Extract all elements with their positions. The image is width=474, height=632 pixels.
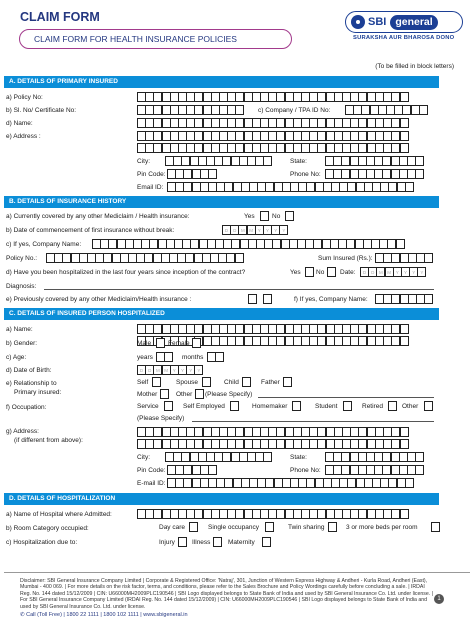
pin-label: Pin Code:	[137, 171, 166, 178]
date-char-box[interactable]: D	[145, 365, 154, 375]
single-occupancy-label: Single occupancy	[208, 524, 259, 531]
hosp-no-checkbox[interactable]	[327, 267, 336, 277]
father-checkbox[interactable]	[283, 377, 292, 387]
date-char-box[interactable]: Y	[178, 365, 187, 375]
char-box[interactable]	[400, 509, 409, 519]
email-boxes[interactable]	[167, 182, 413, 192]
retired-label: Retired	[362, 403, 383, 410]
contact-line	[20, 612, 440, 618]
sum-insured-label: Sum Insured (Rs.):	[318, 255, 373, 262]
char-box[interactable]	[405, 182, 414, 192]
char-box[interactable]	[263, 156, 272, 166]
sum-insured-boxes[interactable]	[375, 253, 432, 263]
occ-other-label: Other	[402, 403, 419, 410]
char-box[interactable]	[415, 169, 424, 179]
prev-covered-label: e) Previously covered by any other Mediclaim/Health insurance :	[6, 296, 192, 303]
char-box[interactable]	[164, 352, 173, 362]
section-d-header: D. DETAILS OF HOSPITALIZATION	[4, 493, 439, 505]
months-boxes[interactable]	[207, 352, 223, 362]
dob-boxes[interactable]	[137, 365, 203, 375]
c-state-label: State:	[290, 454, 307, 461]
name-boxes[interactable]	[137, 118, 408, 128]
date-char-box[interactable]: Y	[186, 365, 195, 375]
child-checkbox[interactable]	[242, 377, 251, 387]
self-employed-checkbox[interactable]	[230, 401, 239, 411]
hosp-yes-label: Yes	[290, 269, 301, 276]
day-care-checkbox[interactable]	[189, 522, 198, 532]
covered-label: a) Currently covered by any other Mediclaim / Health insurance:	[6, 213, 190, 220]
dob-label: d) Date of Birth:	[6, 367, 52, 374]
char-box[interactable]	[400, 439, 409, 449]
hosp-no-label: No	[316, 269, 325, 276]
child-label: Child	[224, 379, 239, 386]
char-box[interactable]	[400, 336, 409, 346]
maternity-checkbox[interactable]	[262, 537, 271, 547]
char-box[interactable]	[424, 294, 433, 304]
policy-no-label: a) Policy No:	[6, 94, 43, 101]
phone-icon: ✆	[20, 612, 27, 618]
years-label: years	[137, 354, 153, 361]
c-name-boxes-1[interactable]	[137, 324, 408, 334]
date-char-box[interactable]: M	[376, 267, 385, 277]
form-title: CLAIM FORM	[20, 10, 100, 24]
twin-sharing-label: Twin sharing	[288, 524, 325, 531]
service-label: Service	[137, 403, 159, 410]
char-box[interactable]	[208, 465, 217, 475]
retired-checkbox[interactable]	[388, 401, 397, 411]
address-label: e) Address :	[6, 133, 41, 140]
sl-no-label: b) Sl. No/ Certificate No:	[6, 107, 77, 114]
gender-label: b) Gender:	[6, 340, 38, 347]
occ-specify-line[interactable]	[192, 421, 434, 422]
twin-sharing-checkbox[interactable]	[328, 522, 337, 532]
address-boxes-1[interactable]	[137, 131, 408, 141]
maternity-label: Maternity	[228, 539, 255, 546]
student-label: Student	[315, 403, 338, 410]
section-c-header: C. DETAILS OF INSURED PERSON HOSPITALIZED	[4, 308, 439, 320]
male-label: Male	[137, 340, 152, 347]
covered-yes-label: Yes	[244, 213, 255, 220]
phone-label: Phone No:	[290, 171, 321, 178]
char-box[interactable]	[235, 105, 244, 115]
c-email-boxes[interactable]	[167, 478, 413, 488]
homemaker-checkbox[interactable]	[292, 401, 301, 411]
char-box[interactable]	[215, 352, 224, 362]
c-city-boxes[interactable]	[165, 452, 272, 462]
date-char-box[interactable]: M	[162, 365, 171, 375]
due-to-label: c) Hospitalization due to:	[6, 539, 78, 546]
date-char-box[interactable]: D	[222, 225, 231, 235]
three-beds-checkbox[interactable]	[431, 522, 440, 532]
state-boxes[interactable]	[325, 156, 423, 166]
pin-boxes[interactable]	[167, 169, 216, 179]
c-pin-boxes[interactable]	[167, 465, 216, 475]
homemaker-label: Homemaker	[252, 403, 288, 410]
service-checkbox[interactable]	[164, 401, 173, 411]
company-tpa-label: c) Company / TPA ID No:	[258, 107, 331, 114]
company-name-label: c) If yes, Company Name:	[6, 241, 82, 248]
covered-yes-checkbox[interactable]	[260, 211, 269, 221]
date-char-box[interactable]: Y	[401, 267, 410, 277]
self-employed-label: Self Employed	[183, 403, 225, 410]
date-char-box[interactable]: D	[230, 225, 239, 235]
date-commence-label: b) Date of commencement of first insurance without break:	[6, 227, 175, 234]
hosp-date-boxes[interactable]	[360, 267, 426, 277]
injury-checkbox[interactable]	[178, 537, 187, 547]
b-policy-no-label: Policy No.:	[6, 255, 38, 262]
char-box[interactable]	[415, 156, 424, 166]
occupation-label: f) Occupation:	[6, 404, 47, 411]
company-name-f-label: f) If yes, Company Name:	[294, 296, 368, 303]
c-email-label: E-mail ID:	[137, 480, 166, 487]
date-char-box[interactable]: D	[360, 267, 369, 277]
c-name-label: a) Name:	[6, 326, 33, 333]
date-char-box[interactable]: Y	[409, 267, 418, 277]
date-char-box[interactable]: Y	[279, 225, 288, 235]
block-letters-note: (To be filled in block letters)	[375, 63, 454, 70]
char-box[interactable]	[400, 131, 409, 141]
covered-no-label: No	[272, 213, 281, 220]
occ-other-checkbox[interactable]	[424, 401, 433, 411]
c-pin-label: Pin Code:	[137, 467, 166, 474]
disclaimer-text: Disclaimer: SBI General Insurance Company Limited | Corporate & Registered Office: 'Natraj', 301, Junction of Western Express Highway & Andheri - Kurla Road, Andheri (East), Mumbai - 400 069. | For more details on the risk factor, terms, and conditions, please refer to the Sales Brochure and Policy Wordings carefully before concluding a sale. | IRDAI Reg. No. 144 dated 15/12/2009 | CIN: U66000MH2009PLC190546 | SBI Logo displayed belongs to State Bank of India and used by SBI General Insurance Co. Ltd. under license. | For SBI General Insurance Company Limited (IRDAI Reg. No. 144 dated 15/12/2009) | CIN: U66000MH2009PLC190546 | SBI Logo displayed belongs to State Bank of India and used by SBI General Insurance Co. Ltd. under license.	[20, 578, 433, 610]
date-char-box[interactable]: M	[385, 267, 394, 277]
address-boxes-2[interactable]	[137, 143, 408, 153]
char-box[interactable]	[235, 253, 244, 263]
sl-no-boxes[interactable]	[137, 105, 244, 115]
city-label: City:	[137, 158, 150, 165]
student-checkbox[interactable]	[343, 401, 352, 411]
date-char-box[interactable]: M	[238, 225, 247, 235]
if-different-label: (if different from above):	[14, 437, 83, 444]
c-phone-label: Phone No:	[290, 467, 321, 474]
room-category-label: b) Room Category occupied:	[6, 525, 89, 532]
hospital-name-label: a) Name of Hospital where Admitted:	[6, 511, 112, 518]
father-label: Father	[261, 379, 280, 386]
female-label: Female	[168, 340, 190, 347]
c-state-boxes[interactable]	[325, 452, 423, 462]
months-label: months	[182, 354, 204, 361]
policy-no-boxes[interactable]	[137, 92, 408, 102]
rel-specify-label: (Please Specify)	[205, 391, 253, 398]
three-beds-label: 3 or more beds per room	[346, 524, 418, 531]
day-care-label: Day care	[159, 524, 186, 531]
phone-boxes[interactable]	[325, 169, 423, 179]
c-address-boxes-2[interactable]	[137, 439, 408, 449]
diagnosis-line[interactable]	[44, 289, 434, 290]
c-phone-boxes[interactable]	[325, 465, 423, 475]
date-char-box[interactable]: M	[153, 365, 162, 375]
sbi-general-logo: SBI general SURAKSHA AUR BHAROSA DONO	[345, 11, 463, 45]
char-box[interactable]	[400, 427, 409, 437]
prev-yes-checkbox[interactable]	[248, 294, 257, 304]
form-subtitle: CLAIM FORM FOR HEALTH INSURANCE POLICIES	[19, 29, 292, 49]
c-address-label: g) Address:	[6, 428, 39, 435]
spouse-checkbox[interactable]	[202, 377, 211, 387]
date-char-box[interactable]: Y	[417, 267, 426, 277]
diagnosis-label: Diagnosis:	[6, 283, 37, 290]
char-box[interactable]	[400, 118, 409, 128]
char-box[interactable]	[208, 169, 217, 179]
char-box[interactable]	[400, 92, 409, 102]
char-box[interactable]	[415, 452, 424, 462]
date-char-box[interactable]: Y	[170, 365, 179, 375]
date-char-box[interactable]: Y	[194, 365, 203, 375]
hosp-yes-checkbox[interactable]	[305, 267, 314, 277]
mother-label: Mother	[137, 391, 158, 398]
company-name-boxes[interactable]	[92, 239, 404, 249]
prev-no-checkbox[interactable]	[263, 294, 272, 304]
male-checkbox[interactable]	[156, 338, 165, 348]
occ-specify-label: (Please Specify)	[137, 415, 185, 422]
page-number: 1	[434, 594, 444, 604]
char-box[interactable]	[400, 143, 409, 153]
rel-other-checkbox[interactable]	[195, 389, 204, 399]
date-char-box[interactable]: D	[137, 365, 146, 375]
single-occupancy-checkbox[interactable]	[265, 522, 274, 532]
female-checkbox[interactable]	[192, 338, 201, 348]
self-label: Self	[137, 379, 149, 386]
b-policy-no-boxes[interactable]	[46, 253, 243, 263]
hospitalized-label: d) Have you been hospitalized in the last four years since inception of the contract?	[6, 269, 246, 276]
date-char-box[interactable]: Y	[393, 267, 402, 277]
char-box[interactable]	[415, 465, 424, 475]
sbi-keyhole-icon	[351, 15, 365, 29]
state-label: State:	[290, 158, 307, 165]
char-box[interactable]	[400, 324, 409, 334]
date-char-box[interactable]: Y	[271, 225, 280, 235]
rel-other-label: Other	[176, 391, 193, 398]
illness-checkbox[interactable]	[213, 537, 222, 547]
footer-divider	[4, 572, 470, 573]
company-name-f-boxes[interactable]	[375, 294, 432, 304]
date-char-box[interactable]: D	[368, 267, 377, 277]
char-box[interactable]	[405, 478, 414, 488]
char-box[interactable]	[424, 253, 433, 263]
char-box[interactable]	[263, 452, 272, 462]
years-boxes[interactable]	[156, 352, 172, 362]
hosp-date-label: Date:	[340, 269, 356, 276]
section-a-header: A. DETAILS OF PRIMARY INSURED	[4, 76, 439, 88]
c-city-label: City:	[137, 454, 150, 461]
company-tpa-boxes[interactable]	[345, 105, 427, 115]
rel-specify-line[interactable]	[258, 397, 434, 398]
contact-text: Call (Toll Free) | 1800 22 1111 | 1800 102 1111 | www.sbigeneral.in	[26, 612, 188, 618]
spouse-label: Spouse	[176, 379, 199, 386]
city-boxes[interactable]	[165, 156, 272, 166]
date-commence-boxes[interactable]	[222, 225, 288, 235]
illness-label: Illness	[192, 539, 211, 546]
char-box[interactable]	[396, 239, 405, 249]
hospital-name-boxes[interactable]	[137, 509, 408, 519]
primary-insured-label: Primary insured:	[14, 389, 62, 396]
section-b-header: B. DETAILS OF INSURANCE HISTORY	[4, 196, 439, 208]
email-label: Email ID:	[137, 184, 164, 191]
char-box[interactable]	[419, 105, 428, 115]
self-checkbox[interactable]	[152, 377, 161, 387]
age-label: c) Age:	[6, 354, 27, 361]
date-char-box[interactable]: Y	[263, 225, 272, 235]
c-address-boxes-1[interactable]	[137, 427, 408, 437]
date-char-box[interactable]: Y	[255, 225, 264, 235]
date-char-box[interactable]: M	[247, 225, 256, 235]
injury-label: Injury	[159, 539, 175, 546]
covered-no-checkbox[interactable]	[285, 211, 294, 221]
mother-checkbox[interactable]	[160, 389, 169, 399]
relationship-label: e) Relationship to	[6, 380, 57, 387]
name-label: d) Name:	[6, 120, 33, 127]
